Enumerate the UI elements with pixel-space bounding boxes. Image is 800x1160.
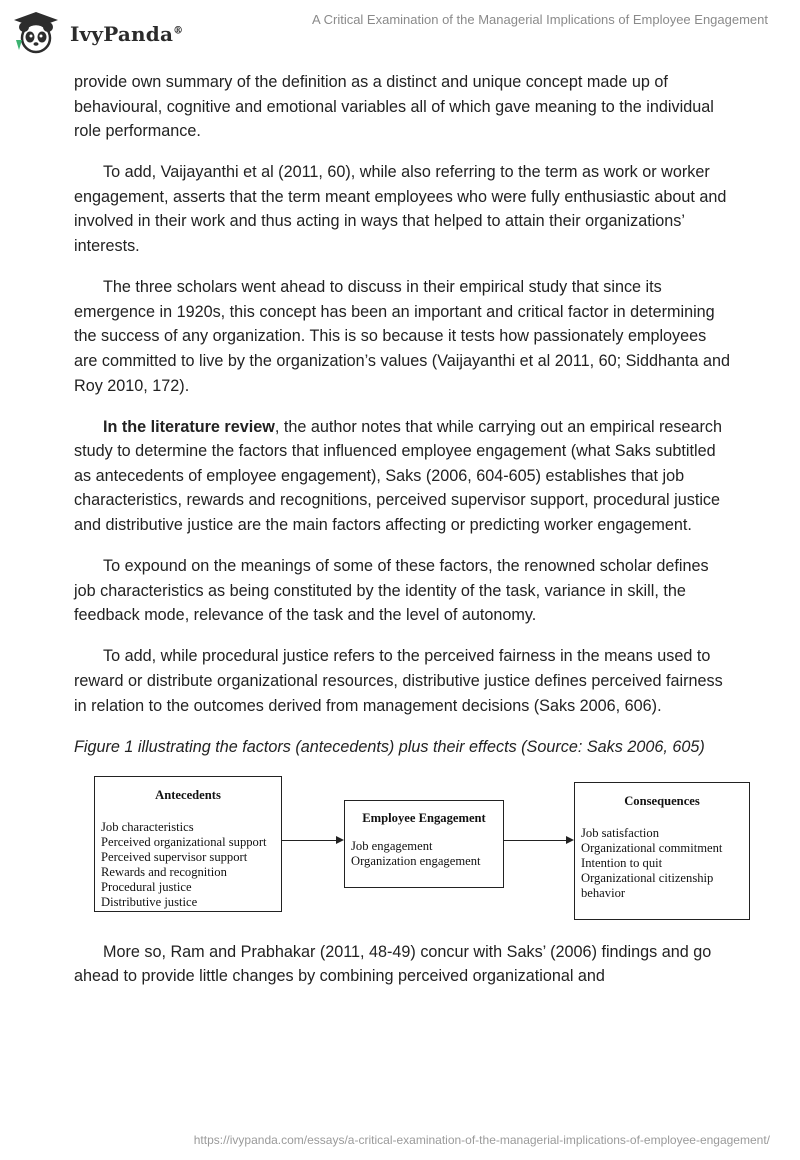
antecedent-item: Distributive justice	[101, 895, 198, 910]
essay-body	[74, 70, 734, 1005]
consequence-item: Job satisfaction	[581, 826, 659, 841]
consequences-list	[575, 826, 749, 901]
engagement-item: Organization engagement	[351, 854, 481, 869]
antecedent-item: Perceived organizational support	[101, 835, 267, 850]
consequence-item: Organizational citizenship	[581, 871, 714, 886]
paragraph-6: To add, while procedural justice refers to the perceived fairness in the means used to reward or distribute organizational resources, distributive justice defines perceived fairness in relation to the outcomes derived from management decisions (Saks 2006, 606).	[74, 647, 723, 715]
paragraph-4-text: , the author notes that while carrying out an empirical research study to determine the factors that influenced employee engagement (what Saks subtitled as antecedents of employee engagement), Saks (2006, 604-605) establishes that job characteristics, rewards and recognitions, perceived supervisor support, procedural justice and distributive justice are the main factors affecting or predicting worker engagement.	[74, 417, 723, 534]
antecedent-item: Job characteristics	[101, 820, 194, 835]
consequences-box	[574, 782, 750, 920]
antecedents-box	[94, 776, 282, 912]
arrow-head-2	[566, 836, 574, 844]
arrow-engagement-to-consequences	[504, 840, 568, 841]
paragraph-5: To expound on the meanings of some of these factors, the renowned scholar defines job characteristics as being constituted by the identity of the task, variance in skill, the feedback mode, relevance of the task and the level of autonomy.	[74, 557, 709, 625]
brand-name: IvyPanda®	[70, 22, 184, 46]
antecedent-item: Procedural justice	[101, 880, 192, 895]
consequence-item: behavior	[581, 886, 626, 901]
source-url[interactable]: https://ivypanda.com/essays/a-critical-examination-of-the-managerial-implications-of-employee-engagement/	[193, 1133, 770, 1147]
engagement-item: Job engagement	[351, 839, 433, 854]
arrow-antecedents-to-engagement	[282, 840, 338, 841]
figure-caption: Figure 1 illustrating the factors (antecedents) plus their effects (Source: Saks 2006, 605)	[74, 737, 705, 756]
page-header	[0, 0, 800, 64]
employee-engagement-box	[344, 800, 504, 888]
paragraph-1: provide own summary of the definition as a distinct and unique concept made up of behavioural, cognitive and emotional variables all of which gave meaning to the individual role performance.	[74, 73, 714, 141]
antecedents-title: Antecedents	[155, 787, 221, 802]
document-title: A Critical Examination of the Managerial Implications of Employee Engagement	[312, 12, 768, 27]
consequence-item: Intention to quit	[581, 856, 663, 871]
paragraph-2: To add, Vaijayanthi et al (2011, 60), while also referring to the term as work or worker engagement, asserts that the term meant employees who were fully enthusiastic about and involved in their work and thus acting in ways that helped to attain their organizations’ interests.	[74, 163, 727, 256]
engagement-title: Employee Engagement	[362, 810, 486, 825]
ivypanda-logo[interactable]	[10, 10, 210, 56]
antecedent-item: Rewards and recognition	[101, 865, 227, 880]
antecedent-item: Perceived supervisor support	[101, 850, 248, 865]
panda-graduate-icon	[10, 10, 62, 56]
engagement-list	[345, 839, 503, 869]
paragraph-3: The three scholars went ahead to discuss in their empirical study that since its emergence in 1920s, this concept has been an important and critical factor in determining the success of any organization. This is so because it tests how passionately employees are committed to live by the organization’s values (Vaijayanthi et al 2011, 60; Siddhanta and Roy 2010, 172).	[74, 278, 730, 395]
literature-review-bold: In the literature review	[103, 417, 275, 436]
consequences-title: Consequences	[624, 793, 700, 808]
antecedents-list	[95, 820, 281, 910]
arrow-head-1	[336, 836, 344, 844]
figure-1-diagram	[94, 776, 750, 920]
paragraph-7: More so, Ram and Prabhakar (2011, 48-49) concur with Saks’ (2006) findings and go ahead to provide little changes by combining perceived organizational and	[74, 942, 712, 986]
paragraph-4	[74, 415, 734, 538]
consequence-item: Organizational commitment	[581, 841, 723, 856]
